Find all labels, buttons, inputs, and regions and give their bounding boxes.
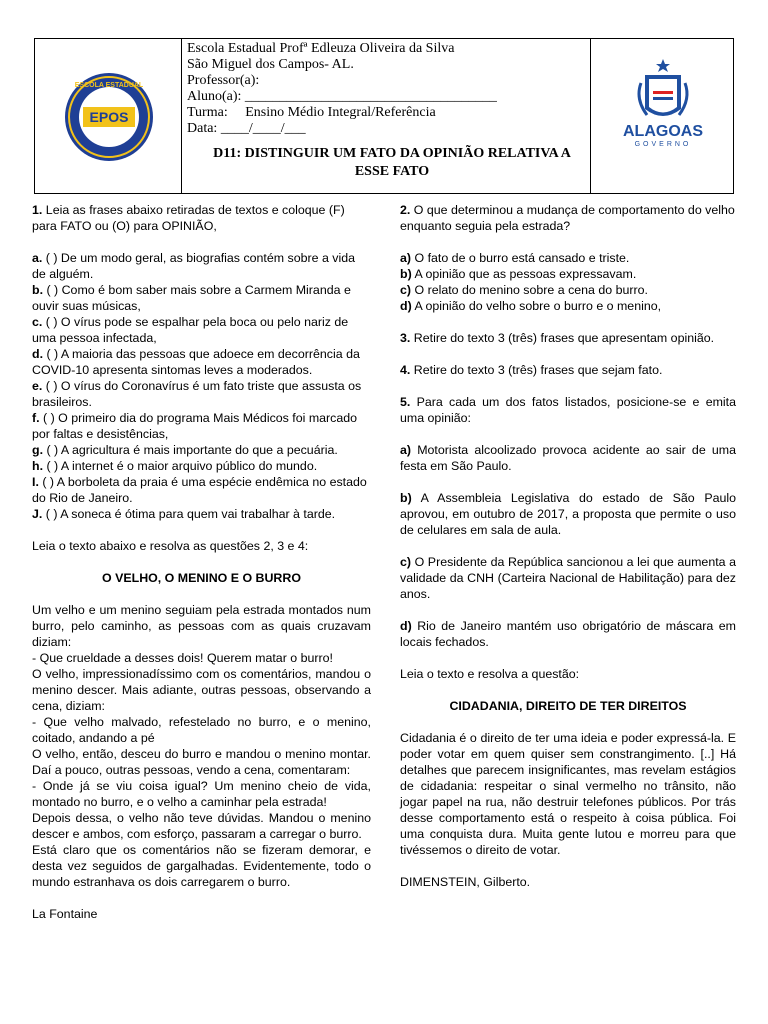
list-item: d. ( ) A maioria das pessoas que adoece em decorrência da COVID-10 apresenta sintomas leves a moderados. [32,347,360,377]
option-item: c) O relato do menino sobre a cena do burro. [400,283,648,297]
class-field [187,105,587,121]
state-logo-cell [590,39,733,193]
class-label: Turma: [187,105,228,120]
school-logo-text: EPOS [89,109,129,125]
right-column [400,202,736,890]
state-logo-subtext: GOVERNO [634,141,692,148]
text-2-author: DIMENSTEIN, Gilberto. [400,875,531,889]
text-1-body [32,602,371,890]
list-item: a) Motorista alcoolizado provoca acidente ao sair de uma festa em São Paulo. [400,443,736,473]
list-item: f. ( ) O primeiro dia do programa Mais Médicos foi marcado por faltas e desistências, [32,411,358,441]
text-1-author: La Fontaine [32,907,98,921]
question-3: 3. Retire do texto 3 (três) frases que apresentam opinião. [400,331,715,345]
left-column [32,202,371,922]
question-4: 4. Retire do texto 3 (três) frases que sejam fato. [400,363,663,377]
list-item: J. ( ) A soneca é ótima para quem vai trabalhar à tarde. [32,507,336,521]
teacher-field: Professor(a): [187,73,260,88]
paragraph: Um velho e um menino seguiam pela estrada montados num burro, pelo caminho, as pessoas com as quais cruzavam diziam: [32,603,371,649]
question-1-prompt: 1. Leia as frases abaixo retiradas de textos e coloque (F) para FATO ou (O) para OPINIÃO, [32,203,345,233]
paragraph: - Que velho malvado, refestelado no burro, e o menino, coitado, andando a pé [32,715,371,745]
school-info [187,41,587,137]
paragraph: O velho, impressionadíssimo com os comentários, mandou o menino descer. Mais adiante, outras pessoas, observando a cena, diziam: [32,667,371,713]
class-value: Ensino Médio Integral/Referência [245,105,436,120]
list-item: e. ( ) O vírus do Coronavírus é um fato triste que assusta os brasileiros. [32,379,362,409]
list-item: g. ( ) A agricultura é mais importante do que a pecuária. [32,443,338,457]
paragraph: Está claro que os comentários não se fizeram demorar, e desta vez seguidos de gargalhadas. Evidentemente, todo o mundo estranhava os dois carregarem o burro. [32,843,371,889]
school-name: Escola Estadual Profª Edleuza Oliveira da Silva [187,41,455,56]
paragraph: - Que crueldade a desses dois! Querem matar o burro! [32,651,333,665]
list-item: b. ( ) Como é bom saber mais sobre a Carmem Miranda e ouvir suas músicas, [32,283,351,313]
list-item: c. ( ) O vírus pode se espalhar pela boca ou pelo nariz de uma pessoa infectada, [32,315,349,345]
list-item: d) Rio de Janeiro mantém uso obrigatório de máscara em locais fechados. [400,619,736,649]
school-logo-cell [35,39,182,193]
student-field: Aluno(a): ____________________________________ [187,89,497,104]
activity-title-line1: D11: DISTINGUIR UM FATO DA OPINIÃO RELATIVA A [213,146,571,161]
list-item: I. ( ) A borboleta da praia é uma espécie endêmica no estado do Rio de Janeiro. [32,475,367,505]
activity-title [187,145,597,181]
school-logo [35,39,181,193]
list-item: a. ( ) De um modo geral, as biografias contém sobre a vida de alguém. [32,251,356,281]
alagoas-coat-of-arms-icon [591,39,733,193]
text-2-title: CIDADANIA, DIREITO DE TER DIREITOS [449,699,687,713]
list-item: c) O Presidente da República sancionou a lei que aumenta a validade da CNH (Carteira Nacional de Habilitação) para dez anos. [400,555,736,601]
text-1-title: O VELHO, O MENINO E O BURRO [102,571,301,585]
paragraph: O velho, então, desceu do burro e mandou o menino montar. Daí a pouco, outras pessoas, vendo a cena, comentaram: [32,747,371,777]
text-2-intro: Leia o texto e resolva a questão: [400,667,580,681]
school-city: São Miguel dos Campos- AL. [187,57,354,72]
question-5-prompt: 5. Para cada um dos fatos listados, posicione-se e emita uma opinião: [400,395,736,425]
activity-title-line2: ESSE FATO [354,164,430,179]
option-item: a) O fato de o burro está cansado e triste. [400,251,630,265]
state-logo-text: ALAGOAS [623,123,703,140]
question-2-prompt: 2. O que determinou a mudança de comportamento do velho enquanto seguia pela estrada? [400,203,735,233]
date-field: Data: ____/____/___ [187,121,306,136]
text-1-intro: Leia o texto abaixo e resolva as questões 2, 3 e 4: [32,539,309,553]
option-item: b) A opinião que as pessoas expressavam. [400,267,637,281]
document-header [34,38,734,194]
list-item: b) A Assembleia Legislativa do estado de São Paulo aprovou, em outubro de 2017, a proposta que permite o uso de celulares em sala de aula. [400,491,737,537]
school-logo-ring-text: ESCOLA ESTADUAL [74,82,144,89]
list-item: h. ( ) A internet é o maior arquivo público do mundo. [32,459,318,473]
text-2-body: Cidadania é o direito de ter uma ideia e poder expressá-la. E poder votar em quem quiser sem constrangimento. [..] Há detalhes que parecem insignificantes, mas revelam estágios de cidadania: respeitar o sinal vermelho no trânsito, não jogar papel na rua, não destruir telefones públicos. Por trás desse comportamento está o respeito à coisa pública. Foi uma conquista dura. Muita gente lutou e morreu para que tivéssemos o direito de votar. [400,731,736,857]
paragraph: - Onde já se viu coisa igual? Um menino cheio de vida, montado no burro, e o velho a caminhar pela estrada! [32,779,371,809]
option-item: d) A opinião do velho sobre o burro e o menino, [400,299,662,313]
question-1-items [32,250,371,522]
paragraph: Depois dessa, o velho não teve dúvidas. Mandou o menino descer e ambos, com esforço, passaram a carregar o burro. [32,811,371,841]
